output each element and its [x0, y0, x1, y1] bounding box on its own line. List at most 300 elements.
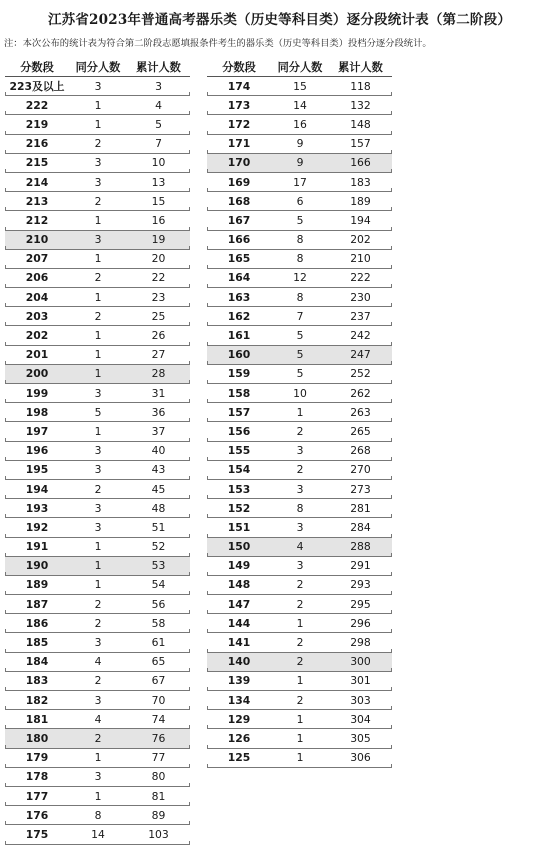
- cumulative-cell: 54: [151, 578, 166, 592]
- same-count-cell: 1: [94, 578, 102, 592]
- same-count-cell: 4: [94, 655, 102, 669]
- score-table-left: [5, 57, 190, 845]
- score-cell: 151: [227, 520, 251, 534]
- same-count-cell: 3: [94, 233, 102, 247]
- cumulative-cell: 183: [350, 175, 371, 189]
- table-body-right: [207, 77, 392, 768]
- cumulative-cell: 166: [350, 156, 371, 170]
- same-count-cell: 17: [293, 175, 307, 189]
- table-row: [207, 614, 392, 633]
- score-cell: 197: [25, 424, 49, 438]
- score-cell: 199: [25, 386, 49, 400]
- table-row: [207, 326, 392, 345]
- same-count-cell: 3: [296, 559, 304, 573]
- score-cell: 207: [25, 252, 49, 266]
- score-cell: 141: [227, 636, 251, 650]
- score-cell: 156: [227, 424, 251, 438]
- table-row: [5, 480, 190, 499]
- score-cell: 125: [227, 751, 251, 765]
- same-count-cell: 3: [94, 79, 102, 93]
- score-cell: 185: [25, 636, 49, 650]
- table-row: [207, 576, 392, 595]
- same-count-cell: 2: [94, 137, 102, 151]
- score-cell: 126: [227, 731, 251, 745]
- same-count-cell: 2: [296, 636, 304, 650]
- score-cell: 216: [25, 137, 49, 151]
- score-cell: 140: [227, 655, 251, 669]
- cumulative-cell: 36: [151, 405, 166, 419]
- same-count-cell: 1: [94, 751, 102, 765]
- table-body-left: [5, 77, 190, 845]
- same-count-cell: 3: [94, 386, 102, 400]
- table-row: [207, 192, 392, 211]
- score-cell: 171: [227, 137, 251, 151]
- same-count-cell: 2: [296, 463, 304, 477]
- cumulative-cell: 148: [350, 117, 371, 131]
- cumulative-cell: 303: [350, 693, 371, 707]
- score-cell: 152: [227, 501, 251, 515]
- table-row: [5, 653, 190, 672]
- cumulative-cell: 19: [151, 233, 166, 247]
- table-row: [5, 250, 190, 269]
- table-row: [207, 288, 392, 307]
- table-row: [207, 749, 392, 768]
- header-cumulative: 累计人数: [136, 60, 181, 74]
- score-cell: 164: [227, 271, 251, 285]
- same-count-cell: 5: [296, 213, 304, 227]
- cumulative-cell: 81: [151, 789, 166, 803]
- cumulative-cell: 295: [350, 597, 371, 611]
- header-same-count: 同分人数: [75, 60, 121, 74]
- score-cell: 162: [227, 309, 251, 323]
- table-row: [5, 576, 190, 595]
- table-row: [207, 710, 392, 729]
- same-count-cell: 4: [296, 540, 304, 554]
- cumulative-cell: 4: [155, 98, 162, 112]
- table-row: [207, 653, 392, 672]
- cumulative-cell: 7: [155, 137, 162, 151]
- score-cell: 196: [25, 444, 49, 458]
- cumulative-cell: 291: [350, 559, 371, 573]
- cumulative-cell: 304: [350, 712, 371, 726]
- score-cell: 184: [25, 655, 49, 669]
- table-row: [5, 211, 190, 230]
- cumulative-cell: 40: [151, 444, 166, 458]
- score-cell: 204: [25, 290, 49, 304]
- cumulative-cell: 306: [350, 751, 371, 765]
- same-count-cell: 3: [94, 501, 102, 515]
- same-count-cell: 1: [94, 424, 102, 438]
- header-cumulative: 累计人数: [338, 60, 383, 74]
- table-row: [207, 96, 392, 115]
- cumulative-cell: 52: [151, 540, 166, 554]
- score-cell: 223及以上: [9, 79, 65, 93]
- score-cell: 148: [227, 578, 251, 592]
- header-same-count: 同分人数: [277, 60, 323, 74]
- cumulative-cell: 77: [151, 751, 166, 765]
- table-row: [5, 154, 190, 173]
- score-cell: 147: [227, 597, 251, 611]
- same-count-cell: 3: [94, 693, 102, 707]
- table-row: [5, 288, 190, 307]
- same-count-cell: 2: [94, 194, 102, 208]
- table-row: [207, 211, 392, 230]
- table-row: [207, 557, 392, 576]
- cumulative-cell: 74: [151, 712, 166, 726]
- same-count-cell: 2: [94, 597, 102, 611]
- cumulative-cell: 202: [350, 233, 371, 247]
- table-row: [5, 422, 190, 441]
- same-count-cell: 2: [94, 271, 102, 285]
- score-cell: 194: [25, 482, 49, 496]
- table-row: [5, 806, 190, 825]
- same-count-cell: 5: [94, 405, 102, 419]
- table-row: [5, 710, 190, 729]
- score-cell: 186: [25, 616, 49, 630]
- cumulative-cell: 3: [155, 79, 162, 93]
- table-row: [5, 691, 190, 710]
- score-cell: 200: [25, 367, 49, 381]
- cumulative-cell: 80: [151, 770, 166, 784]
- score-cell: 219: [25, 117, 49, 131]
- cumulative-cell: 58: [151, 616, 166, 630]
- score-cell: 160: [227, 348, 251, 362]
- score-cell: 129: [227, 712, 251, 726]
- table-row: [5, 326, 190, 345]
- score-cell: 215: [25, 156, 49, 170]
- same-count-cell: 8: [296, 233, 304, 247]
- table-row: [5, 135, 190, 154]
- cumulative-cell: 194: [350, 213, 371, 227]
- score-cell: 179: [25, 751, 49, 765]
- same-count-cell: 1: [94, 559, 102, 573]
- score-cell: 213: [25, 194, 49, 208]
- cumulative-cell: 53: [151, 559, 166, 573]
- cumulative-cell: 288: [350, 540, 371, 554]
- score-cell: 154: [227, 463, 251, 477]
- score-table-right: [207, 57, 392, 768]
- table-row: [5, 614, 190, 633]
- cumulative-cell: 132: [350, 98, 371, 112]
- cumulative-cell: 45: [151, 482, 166, 496]
- same-count-cell: 3: [94, 770, 102, 784]
- score-cell: 192: [25, 520, 49, 534]
- score-cell: 155: [227, 444, 251, 458]
- cumulative-cell: 56: [151, 597, 166, 611]
- cumulative-cell: 273: [350, 482, 371, 496]
- cumulative-cell: 20: [151, 252, 166, 266]
- cumulative-cell: 262: [350, 386, 371, 400]
- table-row: [5, 787, 190, 806]
- score-cell: 158: [227, 386, 251, 400]
- table-row: [207, 346, 392, 365]
- same-count-cell: 1: [94, 290, 102, 304]
- table-row: [207, 442, 392, 461]
- score-cell: 198: [25, 405, 49, 419]
- table-row: [207, 384, 392, 403]
- score-cell: 181: [25, 712, 49, 726]
- same-count-cell: 12: [293, 271, 307, 285]
- cumulative-cell: 76: [151, 731, 166, 745]
- same-count-cell: 14: [91, 827, 105, 841]
- cumulative-cell: 67: [151, 674, 166, 688]
- table-row: [207, 422, 392, 441]
- cumulative-cell: 305: [350, 731, 371, 745]
- cumulative-cell: 28: [151, 367, 166, 381]
- cumulative-cell: 26: [151, 329, 166, 343]
- table-row: [207, 115, 392, 134]
- cumulative-cell: 265: [350, 424, 371, 438]
- cumulative-cell: 13: [151, 175, 166, 189]
- score-cell: 212: [25, 213, 49, 227]
- same-count-cell: 1: [94, 367, 102, 381]
- same-count-cell: 2: [296, 693, 304, 707]
- same-count-cell: 2: [94, 674, 102, 688]
- table-row: [207, 231, 392, 250]
- score-cell: 157: [227, 405, 251, 419]
- cumulative-cell: 157: [350, 137, 371, 151]
- cumulative-cell: 210: [350, 252, 371, 266]
- score-cell: 202: [25, 329, 49, 343]
- cumulative-cell: 268: [350, 444, 371, 458]
- same-count-cell: 1: [94, 540, 102, 554]
- score-cell: 210: [25, 233, 49, 247]
- table-row: [5, 77, 190, 96]
- same-count-cell: 3: [296, 444, 304, 458]
- same-count-cell: 3: [94, 636, 102, 650]
- same-count-cell: 1: [296, 731, 304, 745]
- cumulative-cell: 22: [151, 271, 166, 285]
- same-count-cell: 1: [296, 674, 304, 688]
- score-cell: 149: [227, 559, 251, 573]
- table-row: [5, 346, 190, 365]
- score-cell: 166: [227, 233, 251, 247]
- table-row: [207, 499, 392, 518]
- table-row: [5, 633, 190, 652]
- cumulative-cell: 270: [350, 463, 371, 477]
- same-count-cell: 2: [94, 482, 102, 496]
- score-cell: 190: [25, 559, 49, 573]
- same-count-cell: 2: [94, 731, 102, 745]
- table-row: [207, 518, 392, 537]
- cumulative-cell: 70: [151, 693, 166, 707]
- score-cell: 183: [25, 674, 49, 688]
- table-row: [5, 307, 190, 326]
- same-count-cell: 2: [94, 616, 102, 630]
- table-row: [207, 480, 392, 499]
- table-row: [5, 557, 190, 576]
- cumulative-cell: 16: [151, 213, 166, 227]
- same-count-cell: 2: [296, 597, 304, 611]
- table-row: [207, 538, 392, 557]
- table-row: [5, 749, 190, 768]
- same-count-cell: 8: [296, 501, 304, 515]
- table-row: [5, 595, 190, 614]
- score-cell: 195: [25, 463, 49, 477]
- score-cell: 163: [227, 290, 251, 304]
- table-row: [207, 269, 392, 288]
- cumulative-cell: 61: [151, 636, 166, 650]
- same-count-cell: 1: [94, 117, 102, 131]
- cumulative-cell: 284: [350, 520, 371, 534]
- score-cell: 206: [25, 271, 49, 285]
- same-count-cell: 14: [293, 98, 307, 112]
- table-row: [5, 365, 190, 384]
- score-cell: 173: [227, 98, 251, 112]
- score-cell: 176: [25, 808, 49, 822]
- same-count-cell: 3: [94, 156, 102, 170]
- table-header: [207, 57, 392, 77]
- score-cell: 193: [25, 501, 49, 515]
- score-cell: 178: [25, 770, 49, 784]
- same-count-cell: 1: [296, 616, 304, 630]
- same-count-cell: 8: [296, 290, 304, 304]
- same-count-cell: 7: [296, 309, 304, 323]
- score-cell: 159: [227, 367, 251, 381]
- table-row: [5, 538, 190, 557]
- cumulative-cell: 103: [148, 827, 169, 841]
- table-row: [5, 231, 190, 250]
- cumulative-cell: 31: [151, 386, 166, 400]
- same-count-cell: 2: [94, 309, 102, 323]
- table-row: [5, 192, 190, 211]
- same-count-cell: 9: [296, 137, 304, 151]
- cumulative-cell: 23: [151, 290, 166, 304]
- table-row: [5, 729, 190, 748]
- cumulative-cell: 27: [151, 348, 166, 362]
- cumulative-cell: 43: [151, 463, 166, 477]
- cumulative-cell: 51: [151, 520, 166, 534]
- same-count-cell: 6: [296, 194, 304, 208]
- table-row: [207, 307, 392, 326]
- cumulative-cell: 25: [151, 309, 166, 323]
- table-row: [5, 269, 190, 288]
- table-row: [5, 499, 190, 518]
- same-count-cell: 3: [94, 520, 102, 534]
- cumulative-cell: 118: [350, 79, 371, 93]
- table-row: [5, 403, 190, 422]
- cumulative-cell: 263: [350, 405, 371, 419]
- table-header: [5, 57, 190, 77]
- same-count-cell: 1: [94, 329, 102, 343]
- score-cell: 165: [227, 252, 251, 266]
- table-row: [207, 154, 392, 173]
- same-count-cell: 16: [293, 117, 307, 131]
- cumulative-cell: 281: [350, 501, 371, 515]
- cumulative-cell: 189: [350, 194, 371, 208]
- score-cell: 214: [25, 175, 49, 189]
- same-count-cell: 1: [94, 213, 102, 227]
- table-row: [207, 595, 392, 614]
- score-cell: 191: [25, 540, 49, 554]
- table-row: [207, 691, 392, 710]
- same-count-cell: 1: [296, 712, 304, 726]
- same-count-cell: 1: [94, 252, 102, 266]
- score-cell: 167: [227, 213, 251, 227]
- score-cell: 180: [25, 731, 49, 745]
- table-row: [207, 135, 392, 154]
- cumulative-cell: 300: [350, 655, 371, 669]
- cumulative-cell: 89: [151, 808, 166, 822]
- cumulative-cell: 237: [350, 309, 371, 323]
- same-count-cell: 3: [94, 444, 102, 458]
- score-cell: 175: [25, 827, 49, 841]
- same-count-cell: 9: [296, 156, 304, 170]
- score-cell: 168: [227, 194, 251, 208]
- cumulative-cell: 298: [350, 636, 371, 650]
- same-count-cell: 5: [296, 348, 304, 362]
- same-count-cell: 10: [293, 386, 307, 400]
- score-cell: 139: [227, 674, 251, 688]
- same-count-cell: 3: [296, 520, 304, 534]
- table-row: [5, 768, 190, 787]
- same-count-cell: 15: [293, 79, 307, 93]
- same-count-cell: 1: [296, 751, 304, 765]
- same-count-cell: 2: [296, 578, 304, 592]
- cumulative-cell: 296: [350, 616, 371, 630]
- same-count-cell: 3: [94, 175, 102, 189]
- table-row: [207, 672, 392, 691]
- cumulative-cell: 222: [350, 271, 371, 285]
- same-count-cell: 4: [94, 712, 102, 726]
- same-count-cell: 3: [94, 463, 102, 477]
- table-row: [207, 77, 392, 96]
- score-cell: 161: [227, 329, 251, 343]
- score-cell: 189: [25, 578, 49, 592]
- same-count-cell: 3: [296, 482, 304, 496]
- cumulative-cell: 293: [350, 578, 371, 592]
- cumulative-cell: 247: [350, 348, 371, 362]
- score-cell: 174: [227, 79, 251, 93]
- table-row: [5, 173, 190, 192]
- same-count-cell: 5: [296, 367, 304, 381]
- table-row: [5, 384, 190, 403]
- score-cell: 153: [227, 482, 251, 496]
- table-row: [207, 461, 392, 480]
- same-count-cell: 1: [94, 348, 102, 362]
- same-count-cell: 1: [94, 789, 102, 803]
- table-row: [5, 461, 190, 480]
- same-count-cell: 2: [296, 655, 304, 669]
- score-cell: 170: [227, 156, 251, 170]
- table-row: [207, 173, 392, 192]
- table-row: [5, 96, 190, 115]
- table-row: [5, 672, 190, 691]
- same-count-cell: 8: [296, 252, 304, 266]
- table-note: 注：本次公布的统计表为符合第二阶段志愿填报条件考生的器乐类（历史等科目类）投档分逐分段统计。: [4, 38, 432, 49]
- cumulative-cell: 5: [155, 117, 162, 131]
- same-count-cell: 1: [94, 98, 102, 112]
- table-row: [207, 633, 392, 652]
- table-row: [207, 365, 392, 384]
- table-row: [207, 403, 392, 422]
- same-count-cell: 5: [296, 329, 304, 343]
- table-row: [5, 115, 190, 134]
- score-cell: 182: [25, 693, 49, 707]
- cumulative-cell: 230: [350, 290, 371, 304]
- score-cell: 201: [25, 348, 49, 362]
- cumulative-cell: 65: [151, 655, 166, 669]
- cumulative-cell: 242: [350, 329, 371, 343]
- cumulative-cell: 301: [350, 674, 371, 688]
- cumulative-cell: 37: [151, 424, 166, 438]
- score-cell: 169: [227, 175, 251, 189]
- cumulative-cell: 10: [151, 156, 166, 170]
- page-title: 江苏省2023年普通高考器乐类（历史等科目类）逐分段统计表（第二阶段）: [47, 12, 512, 28]
- same-count-cell: 2: [296, 424, 304, 438]
- score-cell: 150: [227, 540, 251, 554]
- score-cell: 187: [25, 597, 49, 611]
